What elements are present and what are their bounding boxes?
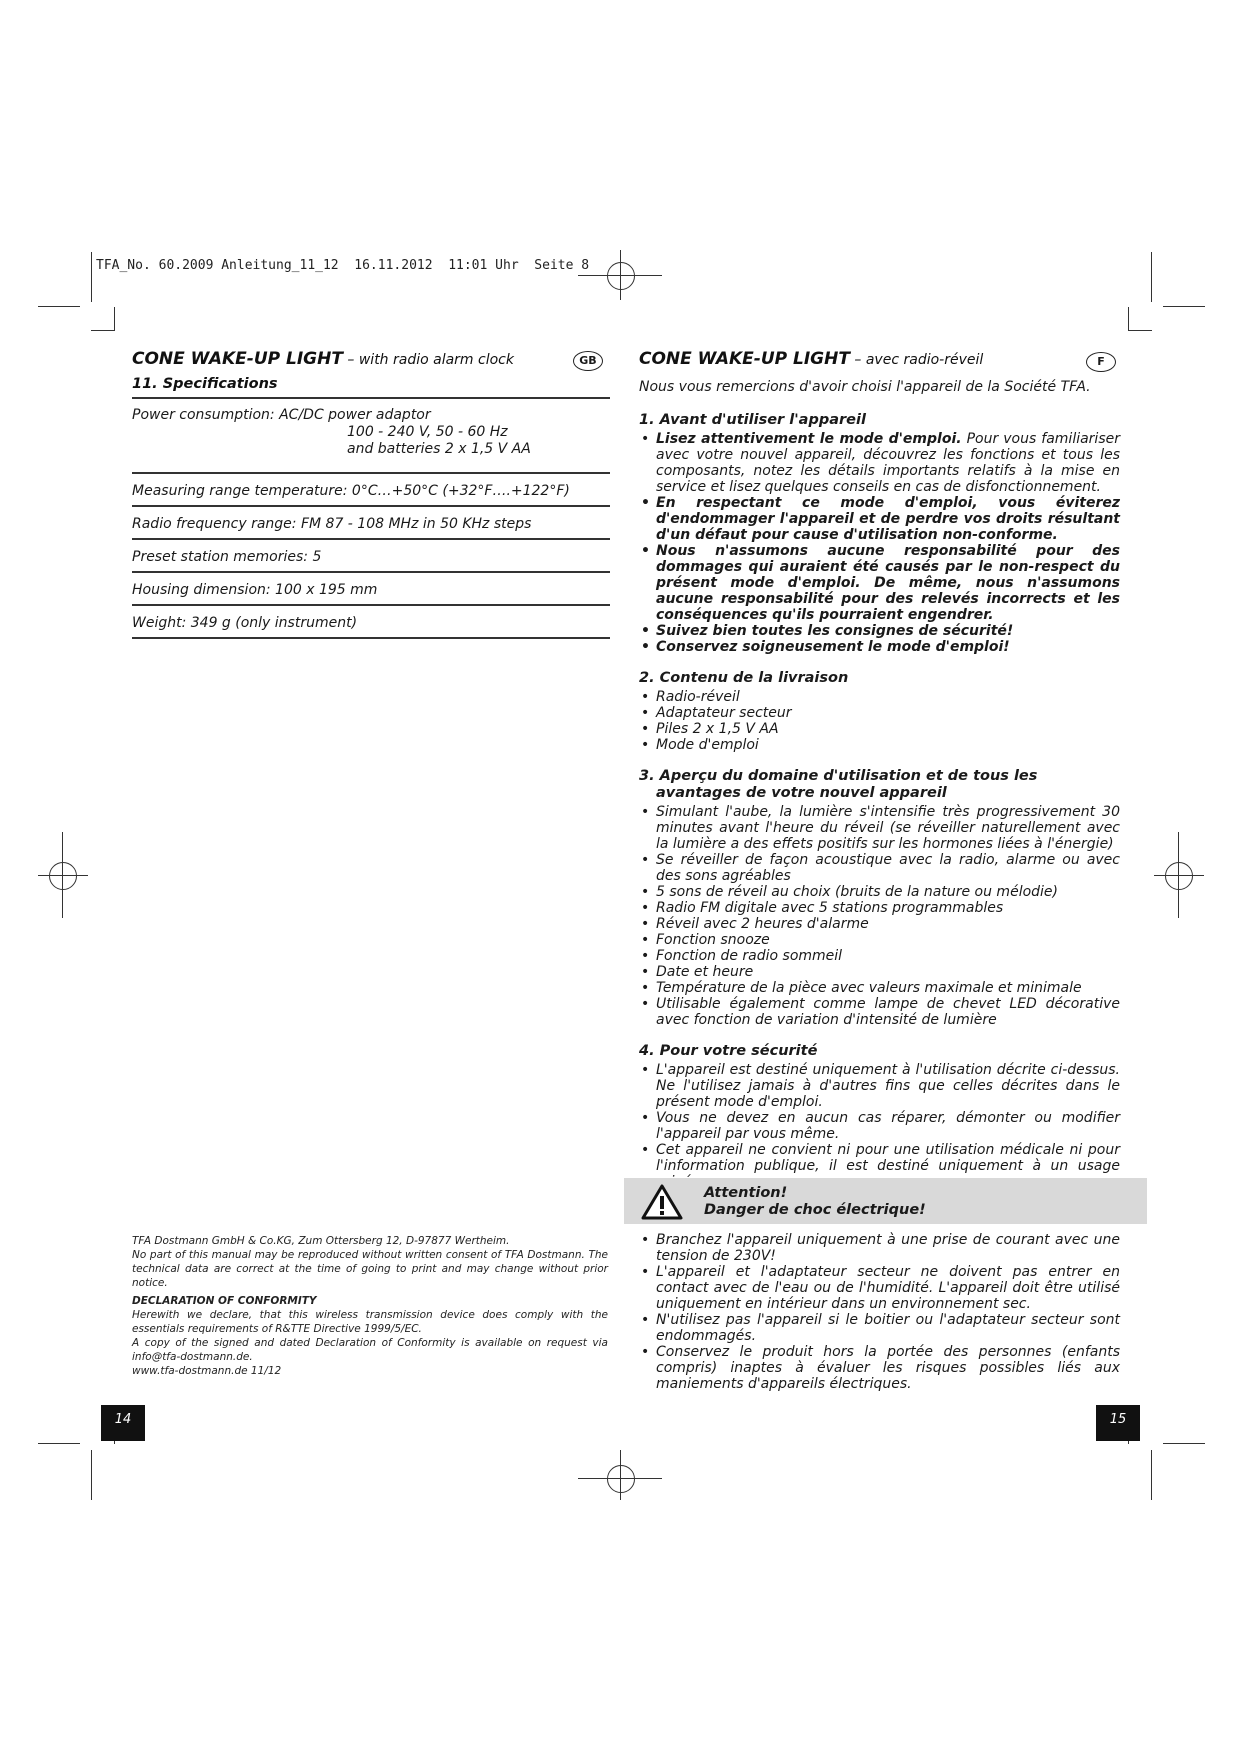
registration-mark — [607, 1465, 635, 1493]
company-address: TFA Dostmann GmbH & Co.KG, Zum Ottersberg 12, D-97877 Wertheim. — [132, 1235, 510, 1247]
page-number: 14 — [101, 1405, 145, 1441]
crop-mark — [91, 252, 92, 302]
right-page-content — [639, 379, 1120, 1190]
crop-mark — [91, 330, 115, 331]
language-badge: GB — [573, 351, 603, 371]
registration-mark — [607, 262, 635, 290]
list-item-lead: Lisez attentivement le mode d'emploi. — [656, 431, 962, 447]
crop-mark — [91, 1450, 92, 1500]
registration-mark — [1178, 832, 1179, 918]
attention-subheading: Danger de choc électrique! — [704, 1202, 926, 1218]
bullet-list — [639, 804, 1120, 1028]
specifications-section — [132, 376, 610, 639]
crop-mark — [1128, 307, 1129, 331]
list-item: • Suivez bien toutes les consignes de sécurité! — [639, 623, 1120, 639]
declaration-copy: A copy of the signed and dated Declaration of Conformity is available on request via info@tfa-dostmann.de. — [132, 1337, 608, 1363]
crop-mark — [1128, 330, 1152, 331]
section-title: 2. Contenu de la livraison — [639, 670, 849, 686]
crop-mark — [1151, 252, 1152, 302]
list-item: • L'appareil est destiné uniquement à l'utilisation décrite ci-dessus. Ne l'utilisez jamais à d'autres fins que celles décrites dans le présent mode d'emploi. — [639, 1062, 1120, 1110]
language-badge: F — [1086, 352, 1116, 372]
attention-box — [624, 1178, 1147, 1224]
right-page-title — [639, 349, 983, 369]
declaration-title: DECLARATION OF CONFORMITY — [132, 1295, 317, 1307]
spec-text: Weight: 349 g (only instrument) — [132, 615, 358, 631]
spec-text: Preset station memories: 5 — [132, 549, 322, 565]
spec-row — [132, 399, 610, 474]
left-page-title — [132, 349, 514, 369]
spec-text: and batteries 2 x 1,5 V AA — [347, 441, 531, 457]
spec-row — [132, 606, 610, 639]
declaration-text: Herewith we declare, that this wireless transmission device does comply with the essentials requirements of R&TTE Directive 1999/5/EC. — [132, 1309, 608, 1335]
list-item: • Fonction snooze — [639, 932, 1120, 948]
section-title: 11. Specifications — [132, 376, 610, 399]
list-item: • Radio FM digitale avec 5 stations programmables — [639, 900, 1120, 916]
bullet-list — [639, 1232, 1120, 1392]
list-item: • Conservez le produit hors la portée des personnes (enfants compris) inaptes à évaluer les risques possibles liés aux maniements d'appareils électriques. — [639, 1344, 1120, 1392]
page-number: 15 — [1096, 1405, 1140, 1441]
spec-row — [132, 507, 610, 540]
list-item: • 5 sons de réveil au choix (bruits de la nature ou mélodie) — [639, 884, 1120, 900]
list-item: • Piles 2 x 1,5 V AA — [639, 721, 1120, 737]
registration-mark — [1154, 875, 1204, 876]
bullet-list — [639, 431, 1120, 655]
warning-icon — [641, 1184, 683, 1220]
footer-notice — [132, 1234, 608, 1378]
list-item: • Fonction de radio sommeil — [639, 948, 1120, 964]
list-item: • Radio-réveil — [639, 689, 1120, 705]
list-item: • Date et heure — [639, 964, 1120, 980]
registration-mark — [49, 862, 77, 890]
registration-mark — [1165, 862, 1193, 890]
list-item: • N'utilisez pas l'appareil si le boitier ou l'adaptateur secteur sont endommagés. — [639, 1312, 1120, 1344]
print-slug: TFA_No. 60.2009 Anleitung_11_12 16.11.2012 11:01 Uhr Seite 8 — [96, 258, 590, 273]
spec-row — [132, 573, 610, 606]
list-item: • Simulant l'aube, la lumière s'intensifie très progressivement 30 minutes avant l'heure du réveil (se réveiller naturellement avec la lumière a des effets positifs sur les hormones liées à l'énergie) — [639, 804, 1120, 852]
crop-mark — [1151, 1450, 1152, 1500]
attention-heading: Attention! — [704, 1185, 788, 1201]
spec-row — [132, 474, 610, 507]
website: www.tfa-dostmann.de 11/12 — [132, 1365, 282, 1377]
list-item: • L'appareil et l'adaptateur secteur ne doivent pas entrer en contact avec de l'eau ou de l'humidité. L'appareil doit être utilisé uniquement en intérieur dans un environnement sec. — [639, 1264, 1120, 1312]
title-sub: – with radio alarm clock — [342, 352, 514, 368]
crop-mark — [38, 1443, 80, 1444]
registration-mark — [620, 1450, 621, 1500]
crop-mark — [114, 307, 115, 331]
list-item: • Adaptateur secteur — [639, 705, 1120, 721]
list-item: • Nous n'assumons aucune responsabilité pour des dommages qui auraient été causés par le non-respect du présent mode d'emploi. De même, nous n'assumons aucune responsabilité pour des relevés incorrects et les conséquences qu'ils pourraient engendrer. — [639, 543, 1120, 623]
spec-row — [132, 540, 610, 573]
crop-mark — [1163, 1443, 1205, 1444]
crop-mark — [1163, 306, 1205, 307]
section-title: 3. Aperçu du domaine d'utilisation et de tous les avantages de votre nouvel appareil — [639, 768, 1038, 801]
list-item: • Réveil avec 2 heures d'alarme — [639, 916, 1120, 932]
list-item: • Température de la pièce avec valeurs maximale et minimale — [639, 980, 1120, 996]
intro-text: Nous vous remercions d'avoir choisi l'appareil de la Société TFA. — [639, 379, 1091, 395]
list-item: • Utilisable également comme lampe de chevet LED décorative avec fonction de variation d'intensité de lumière — [639, 996, 1120, 1028]
section-title: 4. Pour votre sécurité — [639, 1043, 818, 1059]
list-item: • Conservez soigneusement le mode d'emploi! — [639, 639, 1120, 655]
spec-text: Power consumption: AC/DC power adaptor — [132, 407, 431, 423]
list-item: • En respectant ce mode d'emploi, vous éviterez d'endommager l'appareil et de perdre vos droits résultant d'un défaut pour cause d'utilisation non-conforme. — [639, 495, 1120, 543]
list-item: • Branchez l'appareil uniquement à une prise de courant avec une tension de 230V! — [639, 1232, 1120, 1264]
spec-text: 100 - 240 V, 50 - 60 Hz — [347, 424, 508, 440]
spec-text: Radio frequency range: FM 87 - 108 MHz in 50 KHz steps — [132, 516, 532, 532]
copyright-notice: No part of this manual may be reproduced without written consent of TFA Dostmann. The technical data are correct at the time of going to print and may change without prior notice. — [132, 1249, 608, 1289]
spec-text: Housing dimension: 100 x 195 mm — [132, 582, 378, 598]
spec-text: Measuring range temperature: 0°C…+50°C (+32°F….+122°F) — [132, 483, 570, 499]
list-item: • Se réveiller de façon acoustique avec la radio, alarme ou avec des sons agréables — [639, 852, 1120, 884]
electrical-safety-list — [639, 1232, 1120, 1392]
attention-text — [704, 1185, 926, 1219]
list-item: • Cet appareil ne convient ni pour une utilisation médicale ni pour l'information publique, il est destiné uniquement à un usage — [639, 1142, 1120, 1190]
title-main: CONE WAKE-UP LIGHT — [132, 349, 343, 369]
list-item — [639, 431, 1120, 495]
section-title: 1. Avant d'utiliser l'appareil — [639, 412, 866, 428]
crop-mark — [38, 306, 80, 307]
list-item: • Vous ne devez en aucun cas réparer, démonter ou modifier l'appareil par vous même. — [639, 1110, 1120, 1142]
list-item: • Mode d'emploi — [639, 737, 1120, 753]
list-item-text: Pour vous familiariser avec votre nouvel appareil, découvrez les fonctions et tous les composants, notez les détails importants relatifs à la mise en service et lisez quelques conseils en cas de disfonctionnement. — [656, 431, 1120, 495]
bullet-list — [639, 1062, 1120, 1190]
title-sub: – avec radio-réveil — [849, 352, 984, 368]
bullet-list — [639, 689, 1120, 753]
registration-mark — [620, 250, 621, 300]
registration-mark — [38, 875, 88, 876]
registration-mark — [62, 832, 63, 918]
title-main: CONE WAKE-UP LIGHT — [639, 349, 850, 369]
